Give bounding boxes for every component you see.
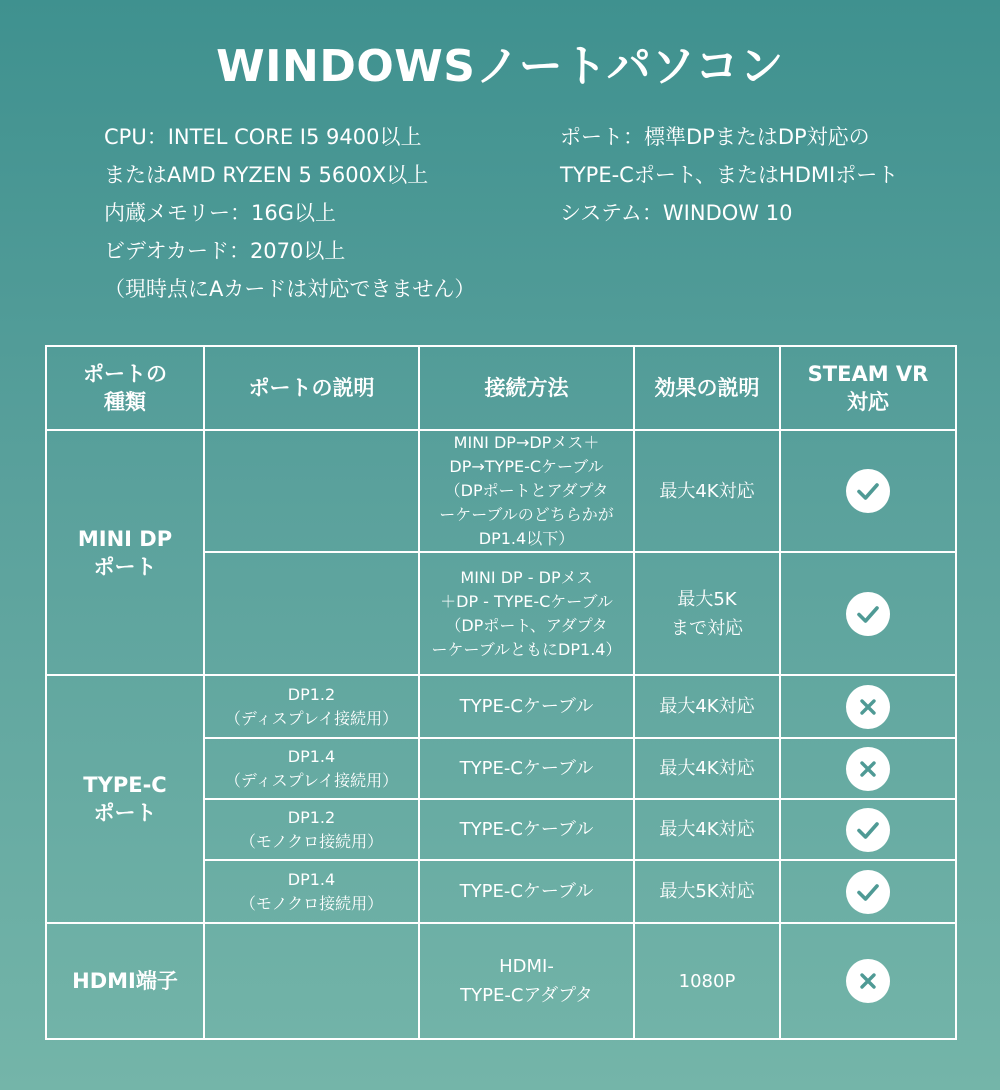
- cell-desc: [204, 923, 419, 1039]
- group-minidp: MINI DP ポート: [46, 430, 204, 675]
- spec-memory: 内蔵メモリー：16G以上: [104, 201, 336, 225]
- check-icon: [846, 469, 890, 513]
- cross-icon: [846, 747, 890, 791]
- cell-effect: 最大4K対応: [634, 675, 780, 738]
- cell-vr: [780, 923, 956, 1039]
- cell-desc: DP1.2 （ディスプレイ接続用）: [204, 675, 419, 738]
- check-icon: [846, 808, 890, 852]
- table-header-row: [46, 346, 956, 430]
- header-effect: 効果の説明: [634, 346, 780, 430]
- cell-vr: [780, 738, 956, 799]
- cell-method: MINI DP - DPメス ＋DP - TYPE-Cケーブル （DPポート、アダプタ ーケーブルともにDP1.4）: [419, 552, 634, 675]
- spec-gpu-note: （現時点にAカードは対応できません）: [104, 277, 476, 301]
- cell-effect: 最大4K対応: [634, 430, 780, 552]
- spec-gpu: ビデオカード：2070以上: [104, 239, 346, 263]
- cell-effect: 最大4K対応: [634, 799, 780, 860]
- spec-cpu-alt: またはAMD RYZEN 5 5600X以上: [104, 163, 429, 187]
- table-row: [46, 430, 956, 552]
- cell-vr: [780, 675, 956, 738]
- cell-effect: 最大4K対応: [634, 738, 780, 799]
- specs-right: [560, 118, 898, 232]
- spec-port-cont: TYPE-Cポート、またはHDMIポート: [560, 163, 899, 187]
- port-compatibility-table: [45, 345, 957, 1040]
- cell-method: TYPE-Cケーブル: [419, 738, 634, 799]
- page-title: WINDOWSノートパソコン: [216, 41, 784, 92]
- header-port-type: ポートの 種類: [46, 346, 204, 430]
- group-typec: TYPE-C ポート: [46, 675, 204, 923]
- cell-desc: DP1.2 （モノクロ接続用）: [204, 799, 419, 860]
- check-icon: [846, 870, 890, 914]
- header-steamvr: STEAM VR 対応: [780, 346, 956, 430]
- cell-method: TYPE-Cケーブル: [419, 675, 634, 738]
- cell-desc: [204, 430, 419, 552]
- spec-cpu: CPU：INTEL CORE I5 9400以上: [104, 125, 422, 149]
- cell-effect: 最大5K対応: [634, 860, 780, 923]
- cell-desc: [204, 552, 419, 675]
- table-row: [46, 675, 956, 738]
- header-method: 接続方法: [419, 346, 634, 430]
- cell-method: MINI DP→DPメス＋ DP→TYPE-Cケーブル （DPポートとアダプタ ーケーブルのどちらかが DP1.4以下）: [419, 430, 634, 552]
- cell-method: TYPE-Cケーブル: [419, 799, 634, 860]
- cross-icon: [846, 685, 890, 729]
- group-hdmi: HDMI端子: [46, 923, 204, 1039]
- table-row: [46, 923, 956, 1039]
- cell-vr: [780, 860, 956, 923]
- cell-method: HDMI- TYPE-Cアダプタ: [419, 923, 634, 1039]
- cell-vr: [780, 799, 956, 860]
- cell-vr: [780, 552, 956, 675]
- cell-vr: [780, 430, 956, 552]
- cell-desc: DP1.4 （ディスプレイ接続用）: [204, 738, 419, 799]
- cross-icon: [846, 959, 890, 1003]
- specs-left: [104, 118, 475, 308]
- spec-port: ポート：標準DPまたはDP対応の: [560, 125, 870, 149]
- check-icon: [846, 592, 890, 636]
- cell-effect: 1080P: [634, 923, 780, 1039]
- header-port-desc: ポートの説明: [204, 346, 419, 430]
- cell-desc: DP1.4 （モノクロ接続用）: [204, 860, 419, 923]
- cell-effect: 最大5K まで対応: [634, 552, 780, 675]
- spec-system: システム：WINDOW 10: [560, 201, 793, 225]
- cell-method: TYPE-Cケーブル: [419, 860, 634, 923]
